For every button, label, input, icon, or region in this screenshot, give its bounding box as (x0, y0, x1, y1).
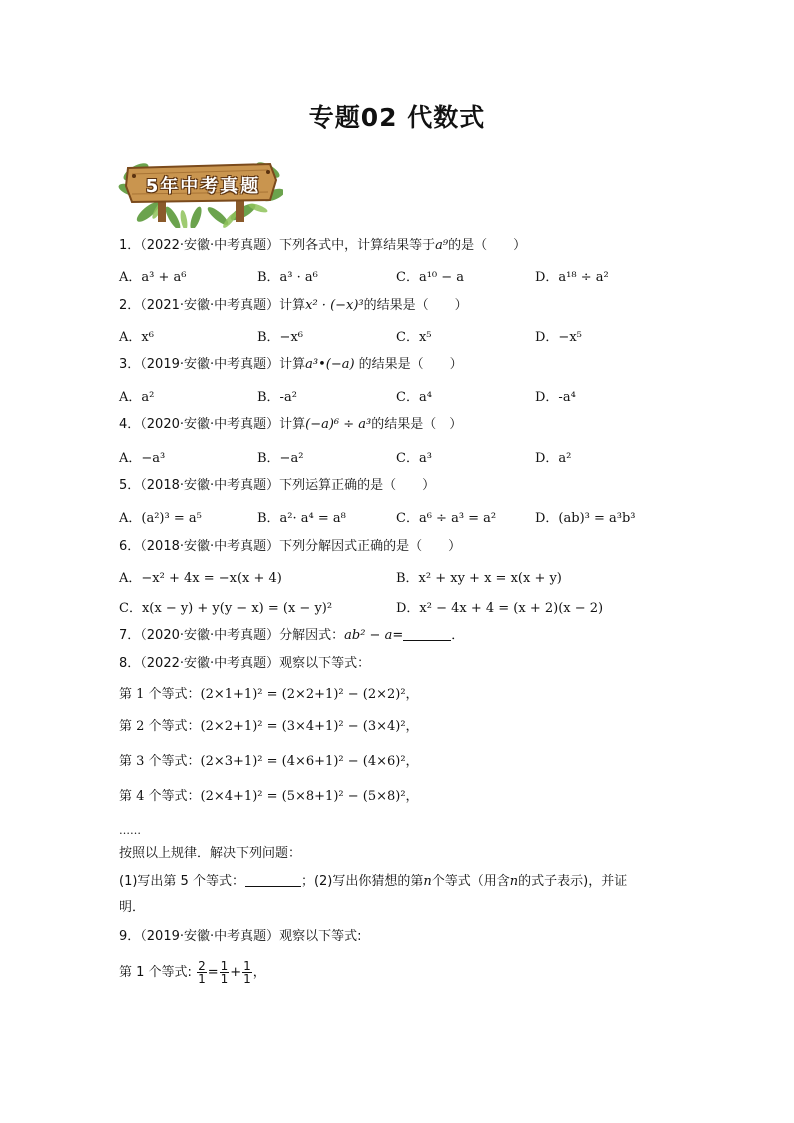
question-2-option-b: B．−x⁶ (257, 330, 303, 345)
question-3-stem: 3．（2019·安徽·中考真题）计算 (119, 357, 306, 372)
question-3-option-d: D．-a⁴ (535, 390, 576, 405)
question-8-part-1: (1)写出第 5 个等式： (119, 874, 245, 889)
question-5 (119, 477, 435, 495)
question-4-option-a: A．−a³ (119, 451, 166, 466)
question-4-math: (−a)⁶ ÷ a³ (305, 417, 372, 432)
question-2 (119, 297, 468, 315)
question-8-equation-3: 第 3 个等式：(2×3+1)² = (4×6+1)² − (4×6)²， (119, 754, 419, 769)
question-8-rule: 按照以上规律．解决下列问题： (119, 846, 302, 861)
question-1-stem: 1．（2022·安徽·中考真题）下列各式中，计算结果等于 (119, 238, 436, 253)
question-8-answer-blank[interactable] (245, 874, 301, 887)
question-1-math: a⁹ (435, 238, 449, 253)
question-8: 8．（2022·安徽·中考真题）观察以下等式： (119, 656, 371, 671)
question-5-option-c: C．a⁶ ÷ a³ = a² (396, 511, 497, 526)
question-2-option-d: D．−x⁵ (535, 330, 582, 345)
question-9-eq-prefix: 第 1 个等式: (119, 965, 192, 980)
question-7-end: ． (451, 628, 465, 643)
question-3-math: a³•(−a) (305, 357, 355, 372)
page-title: 专题02 代数式 (308, 103, 486, 132)
question-3-option-a: A．a² (119, 390, 155, 405)
fraction-2-over-1: $\frac{2}{1}$ (198, 959, 206, 986)
question-8-part-2: ；(2)写出你猜想的第 (300, 874, 424, 889)
question-7-answer-blank[interactable] (403, 628, 451, 641)
question-4-option-b: B．−a² (257, 451, 304, 466)
question-6-option-b: B．x² + xy + x = x(x + y) (396, 571, 562, 586)
question-2-stem-end: 的结果是（ ） (363, 298, 468, 313)
question-6-option-a: A．−x² + 4x = −x(x + 4) (119, 571, 282, 586)
question-8-part-4: 的式子表示)，并证 (518, 874, 628, 889)
equals-sign: = (207, 965, 219, 980)
question-4-option-c: C．a³ (396, 451, 432, 466)
fraction-1-over-1-b: $\frac{1}{1}$ (243, 959, 251, 986)
badge-5-year-exam (118, 150, 283, 228)
question-2-stem: 2．（2021·安徽·中考真题）计算 (119, 298, 306, 313)
question-4-stem: 4．（2020·安徽·中考真题）计算 (119, 417, 306, 432)
question-8-n-2: n (509, 874, 519, 889)
question-8-equation-4: 第 4 个等式：(2×4+1)² = (5×8+1)² − (5×8)²， (119, 789, 419, 804)
question-5-option-b: B．a²· a⁴ = a⁸ (257, 511, 346, 526)
question-1-option-a: A．a³ + a⁶ (119, 270, 187, 285)
question-7 (119, 627, 464, 645)
question-1-option-b: B．a³ · a⁶ (257, 270, 318, 285)
question-4-stem-end: 的结果是（ ） (371, 417, 463, 432)
question-7-math: ab² − a (344, 628, 393, 643)
question-1-option-d: D．a¹⁸ ÷ a² (535, 270, 609, 285)
question-5-option-d: D．(ab)³ = a³b³ (535, 511, 636, 526)
question-3 (119, 356, 463, 374)
question-7-stem: 7．（2020·安徽·中考真题）分解因式： (119, 628, 345, 643)
question-2-option-a: A．x⁶ (119, 330, 154, 345)
question-1-option-c: C．a¹⁰ − a (396, 270, 465, 285)
question-2-option-c: C．x⁵ (396, 330, 432, 345)
question-1-stem-end: 的是（ ） (448, 238, 527, 253)
question-8-part-end: 明． (119, 900, 146, 915)
question-8-ellipsis: …… (119, 824, 141, 837)
question-3-option-b: B．-a² (257, 390, 297, 405)
question-1 (119, 237, 526, 255)
question-8-equation-1: 第 1 个等式：(2×1+1)² = (2×2+1)² − (2×2)²， (119, 687, 419, 702)
question-8-equation-2: 第 2 个等式：(2×2+1)² = (3×4+1)² − (3×4)²， (119, 719, 419, 734)
question-4-option-d: D．a² (535, 451, 572, 466)
question-2-math: x² · (−x)³ (305, 298, 364, 313)
question-8-parts (119, 873, 627, 891)
question-7-equals: = (392, 628, 404, 643)
question-8-n: n (423, 874, 432, 889)
plus-sign: + (230, 965, 242, 980)
question-6-option-d: D．x² − 4x + 4 = (x + 2)(x − 2) (396, 601, 604, 616)
question-3-stem-end: 的结果是（ ） (354, 357, 463, 372)
question-3-option-c: C．a⁴ (396, 390, 432, 405)
question-9-eq-end: ， (252, 965, 266, 980)
fraction-1-over-1: $\frac{1}{1}$ (220, 959, 229, 986)
question-6 (119, 538, 461, 556)
question-5-option-a: A．(a²)³ = a⁵ (119, 511, 202, 526)
question-6-stem: 6．（2018·安徽·中考真题）下列分解因式正确的是（ ） (119, 539, 462, 554)
badge-text: 5年中考真题 (145, 176, 261, 197)
question-5-stem: 5．（2018·安徽·中考真题）下列运算正确的是（ ） (119, 478, 436, 493)
question-9: 9．（2019·安徽·中考真题）观察以下等式: (119, 929, 362, 944)
question-4 (119, 416, 462, 434)
question-6-option-c: C．x(x − y) + y(y − x) = (x − y)² (119, 601, 333, 616)
question-8-part-3: 个等式（用含 (431, 874, 510, 889)
question-9-equation-1 (119, 958, 266, 988)
